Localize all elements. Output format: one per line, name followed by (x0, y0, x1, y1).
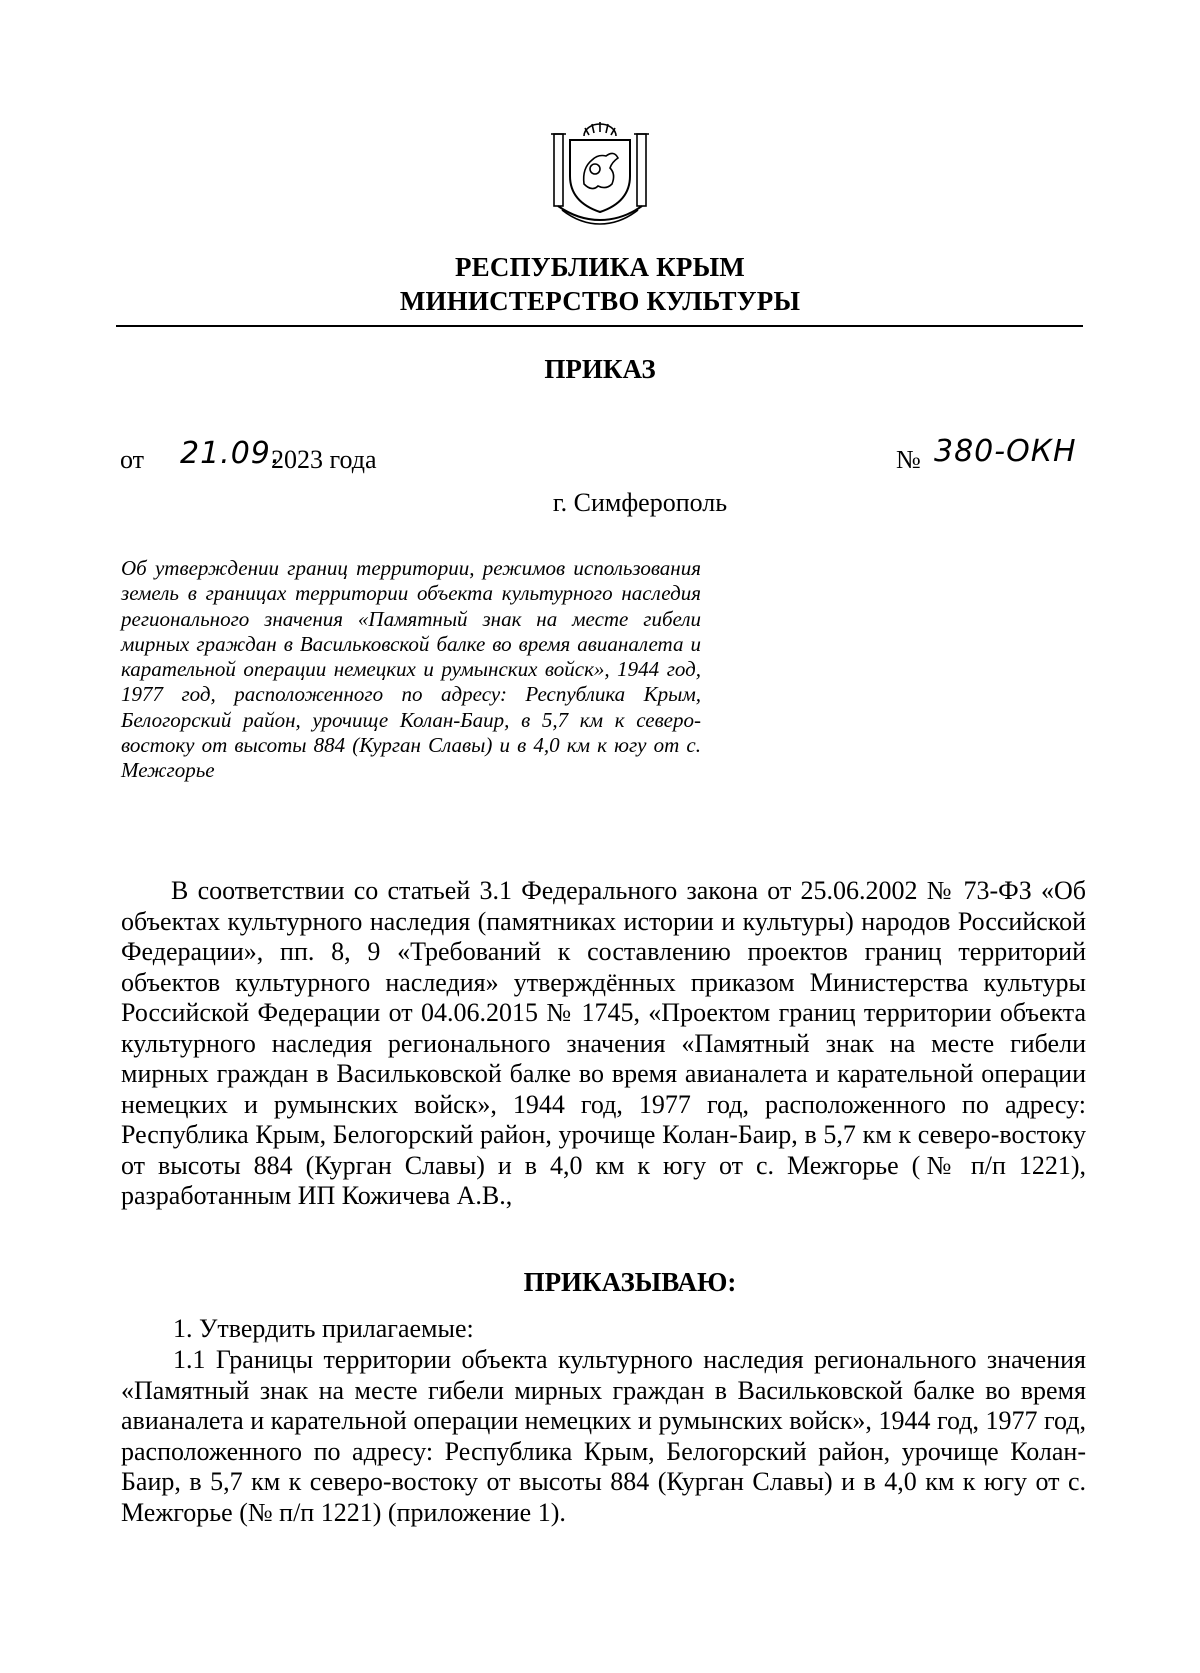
number-sign: № (896, 445, 921, 474)
order-heading: ПРИКАЗЫВАЮ: (523, 1267, 737, 1297)
city: г. Симферополь (552, 488, 728, 517)
header-divider (116, 325, 1083, 327)
handwritten-date: 21.09. (180, 436, 282, 471)
document-type: ПРИКАЗ (544, 354, 656, 384)
handwritten-number: 380-ОКН (934, 434, 1077, 469)
date-prefix: от (120, 445, 145, 474)
header-ministry: МИНИСТЕРСТВО КУЛЬТУРЫ (399, 286, 801, 316)
list-item-1-1: 1.1 Границы территории объекта культурного наследия регионального значения «Памятный знак на месте гибели мирных граждан в Васильковской балке во время авианалета и карательной операции немецких и румынских войск», 1944 год, 1977 год, расположенного по адресу: Республика Крым, Белогорский район, урочище Колан-Баир, в 5,7 км к северо-востоку от высоты 884 (Курган Славы) и в 4,0 км к югу от с. Межгорье (№ п/п 1221) (приложение 1). (121, 1345, 1086, 1527)
coat-of-arms-icon (548, 116, 652, 226)
preamble-paragraph: В соответствии со статьей 3.1 Федерального закона от 25.06.2002 № 73-ФЗ «Об объектах культурного наследия (памятниках истории и культуры) народов Российской Федерации», пп. 8, 9 «Требований к составлению проектов границ территорий объектов культурного наследия» утверждённых приказом Министерства культуры Российской Федерации от 04.06.2015 № 1745, «Проектом границ территории объекта культурного наследия регионального значения «Памятный знак на месте гибели мирных граждан в Васильковской балке во время авианалета и карательной операции немецких и румынских войск», 1944 год, 1977 год, расположенного по адресу: Республика Крым, Белогорский район, урочище Колан-Баир, в 5,7 км к северо-востоку от высоты 884 (Курган Славы) и в 4,0 км к югу от с. Межгорье (№ п/п 1221), разработанным ИП Кожичева А.В., (121, 876, 1086, 1210)
document-subject: Об утверждении границ территории, режимов использования земель в границах территории объекта культурного наследия регионального значения «Памятный знак на месте гибели мирных граждан в Васильковской балке во время авианалета и карательной операции немецких и румынских войск», 1944 год, 1977 год, расположенного по адресу: Республика Крым, Белогорский район, урочище Колан-Баир, в 5,7 км к северо-востоку от высоты 884 (Курган Славы) и в 4,0 км к югу от с. Межгорье (121, 556, 701, 783)
header-region: РЕСПУБЛИКА КРЫМ (454, 252, 745, 282)
date-year: 2023 года (271, 445, 377, 474)
list-item-1: 1. Утвердить прилагаемые: (173, 1314, 474, 1343)
